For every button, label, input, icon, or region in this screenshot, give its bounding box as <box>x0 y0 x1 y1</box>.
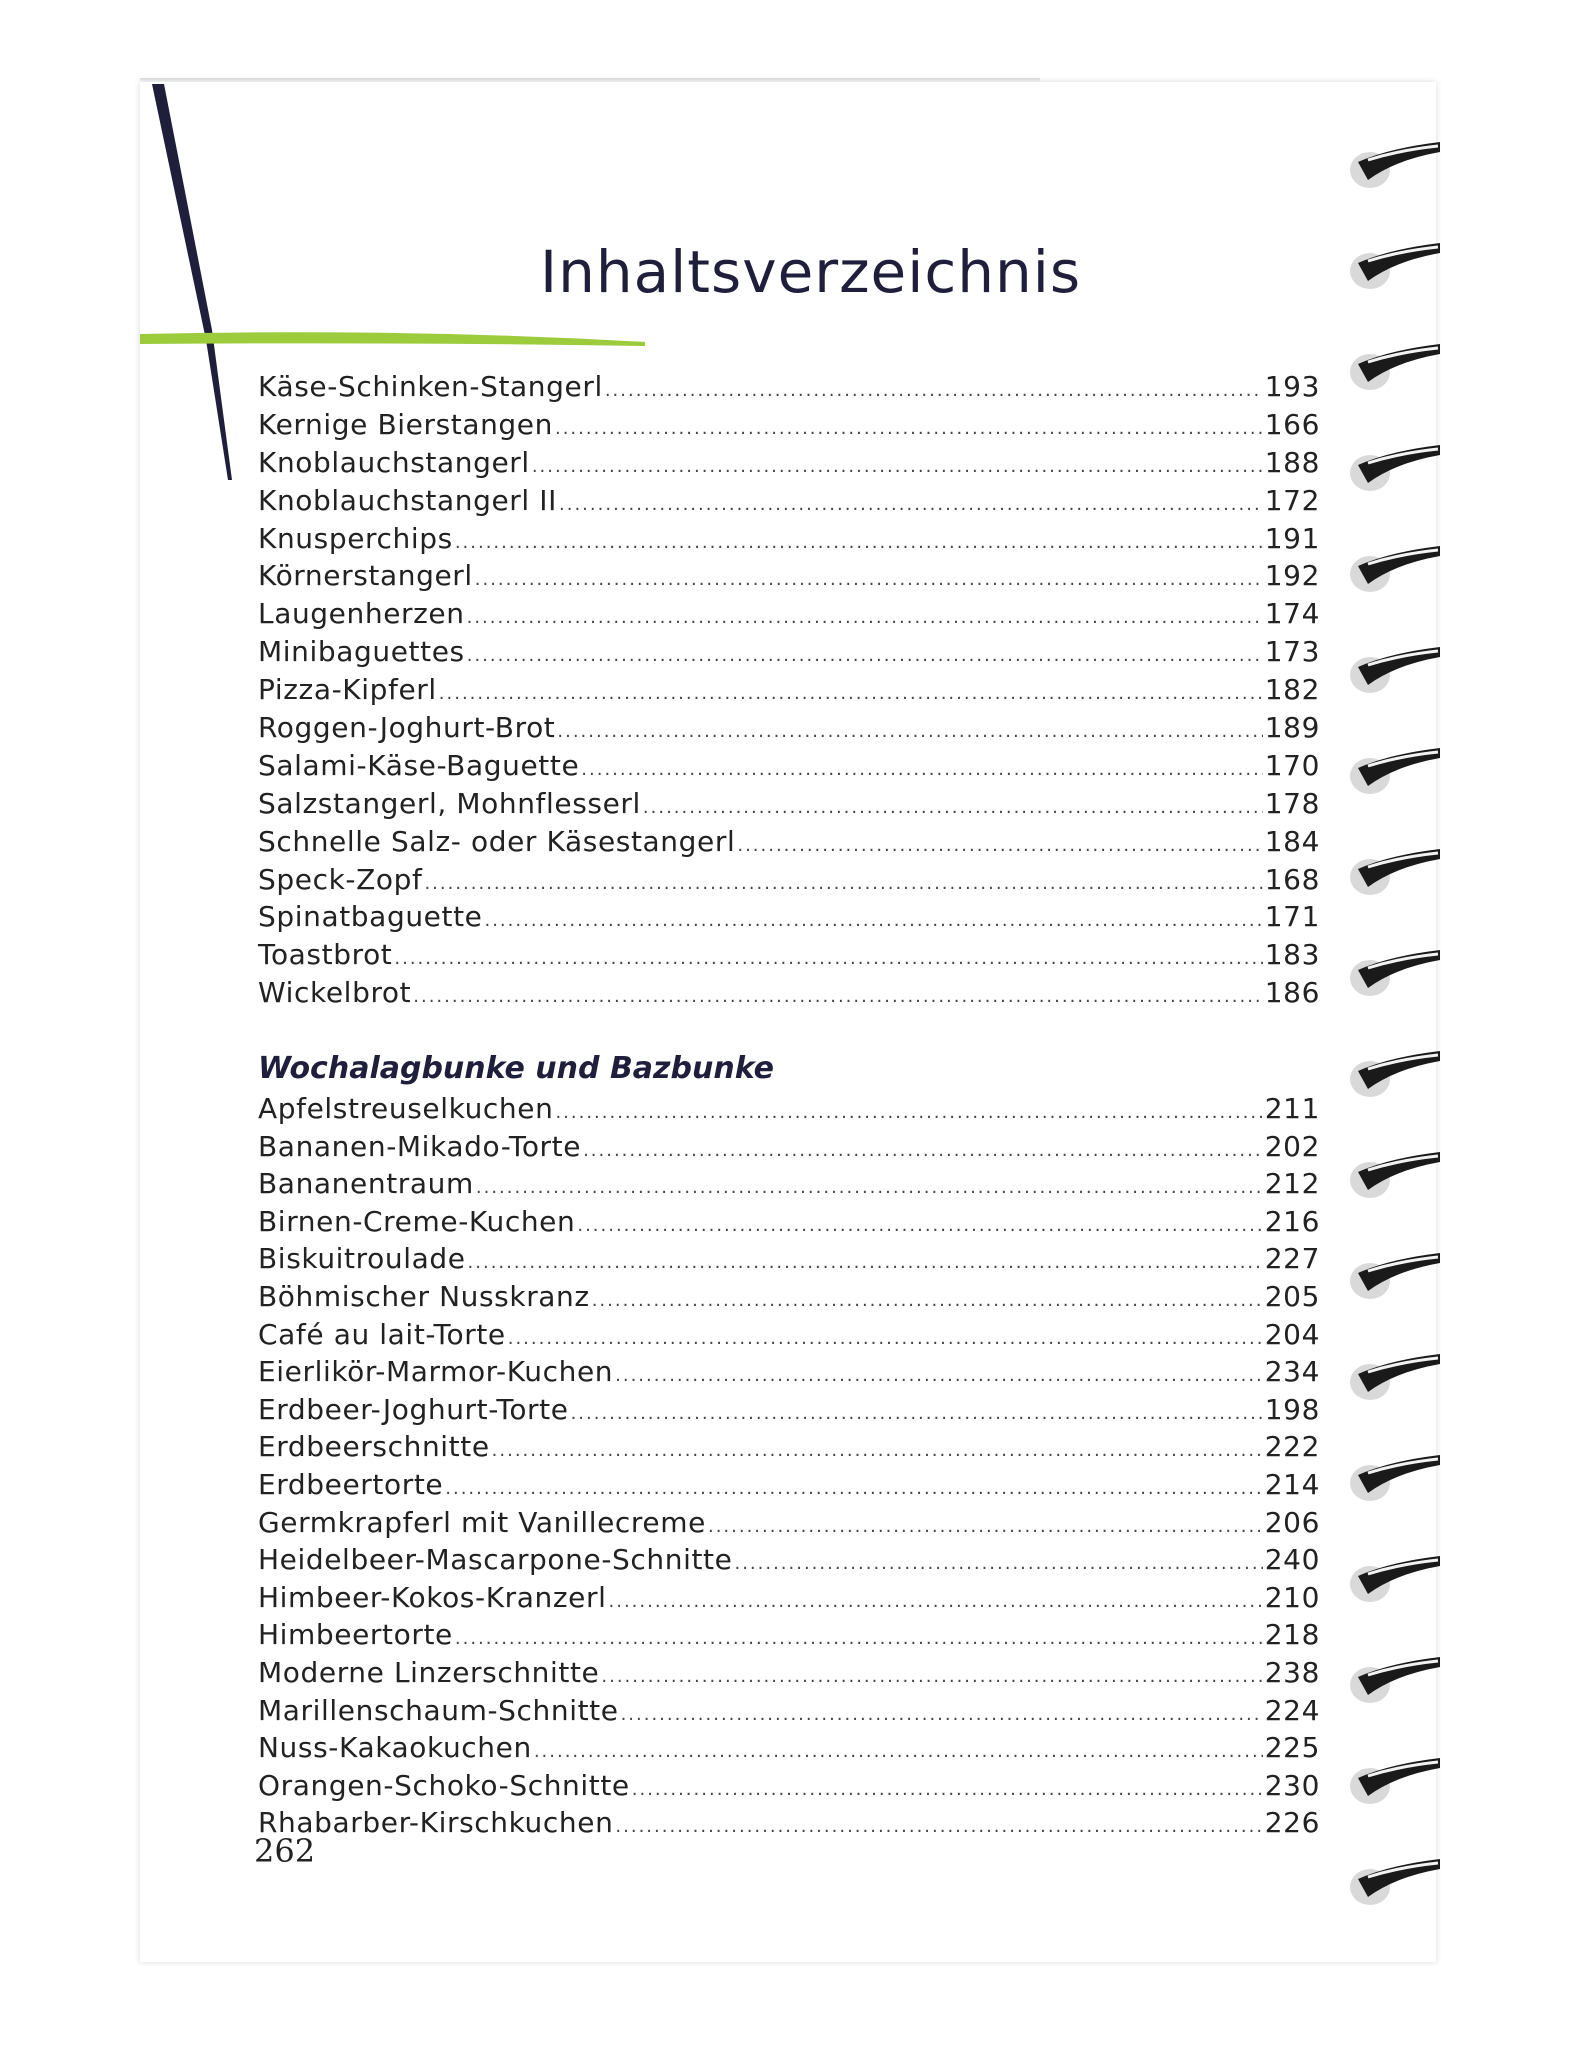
toc-entry-title: Moderne Linzerschnitte <box>258 1655 600 1689</box>
toc-entry-title: Himbeer-Kokos-Kranzerl <box>258 1580 607 1614</box>
toc-entry-page: 188 <box>1264 445 1320 479</box>
spiral-coil <box>1350 1152 1440 1198</box>
spiral-coil <box>1350 849 1440 895</box>
spiral-coil <box>1350 546 1440 592</box>
toc-entry-page: 171 <box>1264 900 1320 934</box>
toc-entry <box>258 1090 1320 1128</box>
toc-entry-title: Nuss-Kakaokuchen <box>258 1731 532 1765</box>
toc-entry <box>258 1353 1320 1391</box>
toc-entry <box>258 823 1320 861</box>
toc-entry <box>258 1804 1320 1842</box>
dot-leader <box>708 1508 1263 1546</box>
toc-entry <box>258 671 1320 709</box>
toc-entry <box>258 1128 1320 1166</box>
dot-leader <box>571 1395 1263 1433</box>
toc-entry-page: 224 <box>1264 1693 1320 1727</box>
spiral-coil <box>1350 950 1440 996</box>
toc-entry <box>258 1278 1320 1316</box>
spiral-coil <box>1350 344 1440 390</box>
dot-leader <box>632 1771 1263 1809</box>
dot-leader <box>734 1545 1262 1583</box>
toc-entry-page: 210 <box>1264 1580 1320 1614</box>
spiral-coil <box>1350 748 1440 794</box>
toc-entry-page: 173 <box>1264 635 1320 669</box>
toc-entry-title: Orangen-Schoko-Schnitte <box>258 1768 630 1802</box>
dot-leader <box>413 978 1263 1016</box>
toc-entry-title: Pizza-Kipferl <box>258 673 437 707</box>
dot-leader <box>476 1169 1263 1207</box>
toc-entry-title: Körnerstangerl <box>258 559 473 593</box>
toc-entry-page: 191 <box>1264 521 1320 555</box>
toc-entry <box>258 1391 1320 1429</box>
dot-leader <box>468 1244 1263 1282</box>
dot-leader <box>615 1808 1262 1846</box>
dot-leader <box>577 1207 1262 1245</box>
dot-leader <box>615 1357 1263 1395</box>
toc-entry <box>258 1616 1320 1654</box>
toc-entry-page: 204 <box>1264 1317 1320 1351</box>
toc-entry-page: 205 <box>1264 1279 1320 1313</box>
spiral-coil <box>1350 142 1440 188</box>
toc-entry-page: 212 <box>1264 1167 1320 1201</box>
toc-entry-page: 216 <box>1264 1204 1320 1238</box>
toc-entry <box>258 861 1320 899</box>
toc-entry-title: Toastbrot <box>258 938 393 972</box>
toc-entry <box>258 1541 1320 1579</box>
toc-entry-title: Knoblauchstangerl II <box>258 483 558 517</box>
toc-entry <box>258 1504 1320 1542</box>
toc-entry-title: Marillenschaum-Schnitte <box>258 1693 619 1727</box>
toc-entry <box>258 898 1320 936</box>
toc-entry <box>258 520 1320 558</box>
toc-entry-page: 189 <box>1264 711 1320 745</box>
toc-entry <box>258 747 1320 785</box>
spiral-coil <box>1350 243 1440 289</box>
toc-entry-page: 214 <box>1264 1467 1320 1501</box>
toc-entry <box>258 1165 1320 1203</box>
toc-entry-title: Café au lait-Torte <box>258 1317 506 1351</box>
spiral-coil <box>1350 1758 1440 1804</box>
toc-entry-title: Apfelstreuselkuchen <box>258 1092 554 1125</box>
toc-entry-title: Bananen-Mikado-Torte <box>258 1129 582 1163</box>
toc-section-a <box>258 368 1320 1012</box>
toc-section-b <box>258 1048 1320 1842</box>
toc-entry-title: Wickelbrot <box>258 976 412 1010</box>
toc-entry-title: Bananentraum <box>258 1167 474 1201</box>
toc-entry-page: 227 <box>1264 1242 1320 1276</box>
toc-entry-page: 193 <box>1264 370 1320 403</box>
toc-entry-title: Knoblauchstangerl <box>258 445 530 479</box>
toc-entry-title: Erdbeerschnitte <box>258 1430 490 1464</box>
dot-leader <box>601 1658 1262 1696</box>
toc-entry <box>258 444 1320 482</box>
dot-leader <box>467 637 1263 675</box>
dot-leader <box>455 1620 1263 1658</box>
dot-leader <box>555 410 1263 448</box>
dot-leader <box>445 1470 1263 1508</box>
toc-entry-title: Germkrapferl mit Vanillecreme <box>258 1505 706 1539</box>
spiral-coil <box>1350 647 1440 693</box>
dot-leader <box>557 713 1262 751</box>
toc-entry-title: Biskuitroulade <box>258 1242 466 1276</box>
toc-entry-page: 186 <box>1264 976 1320 1010</box>
toc-entry <box>258 1428 1320 1466</box>
toc-entry <box>258 1692 1320 1730</box>
dot-leader <box>555 1094 1262 1132</box>
dot-leader <box>621 1696 1263 1734</box>
toc-entry-page: 198 <box>1264 1392 1320 1426</box>
toc-entry-page: 166 <box>1264 407 1320 441</box>
toc-entry-title: Spinatbaguette <box>258 900 483 934</box>
dot-leader <box>605 372 1263 410</box>
dot-leader <box>559 486 1263 524</box>
toc-entry-title: Böhmischer Nusskranz <box>258 1279 590 1313</box>
spiral-coil <box>1350 1253 1440 1299</box>
toc-entry-title: Speck-Zopf <box>258 862 423 896</box>
toc-entry-title: Birnen-Creme-Kuchen <box>258 1204 576 1238</box>
dot-leader <box>439 675 1263 713</box>
toc-entry-page: 234 <box>1264 1355 1320 1389</box>
spiral-coil <box>1350 1051 1440 1097</box>
dot-leader <box>492 1432 1263 1470</box>
toc-entry <box>258 936 1320 974</box>
dot-leader <box>394 940 1262 978</box>
toc-entry-page: 170 <box>1264 748 1320 782</box>
toc-entry-title: Salzstangerl, Mohnflesserl <box>258 786 641 820</box>
toc-entry-title: Minibaguettes <box>258 635 465 669</box>
toc-entry <box>258 1767 1320 1805</box>
section-heading: Wochalagbunke und Bazbunke <box>258 1051 774 1086</box>
toc-entry <box>258 1729 1320 1767</box>
spiral-coil <box>1350 445 1440 491</box>
toc-entry-page: 182 <box>1264 673 1320 707</box>
toc-entry <box>258 709 1320 747</box>
dot-leader <box>609 1583 1263 1621</box>
toc-entry-title: Eierlikör-Marmor-Kuchen <box>258 1355 614 1389</box>
toc-entry <box>258 974 1320 1012</box>
toc-entry-page: 230 <box>1264 1768 1320 1802</box>
toc-entry <box>258 1203 1320 1241</box>
toc-entry <box>258 482 1320 520</box>
toc-entry-title: Erdbeertorte <box>258 1467 444 1501</box>
page-number: 262 <box>254 1832 316 1870</box>
toc-entry-title: Rhabarber-Kirschkuchen <box>258 1806 614 1840</box>
dot-leader <box>583 1132 1263 1170</box>
toc-entry-page: 174 <box>1264 597 1320 631</box>
toc-entry-title: Laugenherzen <box>258 597 465 631</box>
toc-entry <box>258 1316 1320 1354</box>
toc-entry <box>258 1466 1320 1504</box>
toc-entry-page: 218 <box>1264 1618 1320 1652</box>
toc-entry-page: 226 <box>1264 1806 1320 1840</box>
dot-leader <box>534 1733 1263 1771</box>
toc-entry-page: 240 <box>1264 1543 1320 1577</box>
spiral-binding <box>1340 120 1450 1940</box>
toc-entry-page: 225 <box>1264 1731 1320 1765</box>
toc-entry-title: Kernige Bierstangen <box>258 407 553 441</box>
toc-entry <box>258 1654 1320 1692</box>
toc-entry-page: 178 <box>1264 786 1320 820</box>
toc-entry-title: Käse-Schinken-Stangerl <box>258 370 603 403</box>
spiral-coil <box>1350 1859 1440 1905</box>
toc-entry-page: 192 <box>1264 559 1320 593</box>
toc-entry-title: Erdbeer-Joghurt-Torte <box>258 1392 569 1426</box>
toc-entry-title: Knusperchips <box>258 521 453 555</box>
dot-leader <box>592 1282 1263 1320</box>
toc-entry <box>258 633 1320 671</box>
spiral-coil <box>1350 1556 1440 1602</box>
toc-entry <box>258 595 1320 633</box>
dot-leader <box>455 524 1263 562</box>
dot-leader <box>508 1320 1263 1358</box>
toc-entry <box>258 368 1320 406</box>
spiral-coil <box>1350 1455 1440 1501</box>
toc-entry <box>258 1240 1320 1278</box>
toc-entry-page: 222 <box>1264 1430 1320 1464</box>
page-title: Inhaltsverzeichnis <box>540 238 1082 306</box>
dot-leader <box>737 827 1262 865</box>
toc-entry <box>258 1579 1320 1617</box>
toc-section-b-entries <box>258 1090 1320 1842</box>
toc-entry-title: Salami-Käse-Baguette <box>258 748 580 782</box>
toc-entry <box>258 557 1320 595</box>
toc-entry-title: Himbeertorte <box>258 1618 453 1652</box>
toc-entry-title: Roggen-Joghurt-Brot <box>258 711 556 745</box>
spiral-coil <box>1350 1657 1440 1703</box>
toc-entry <box>258 785 1320 823</box>
toc-entry-page: 206 <box>1264 1505 1320 1539</box>
toc-entry-page: 183 <box>1264 938 1320 972</box>
toc-entry-page: 168 <box>1264 862 1320 896</box>
toc-entry-page: 238 <box>1264 1655 1320 1689</box>
dot-leader <box>467 599 1263 637</box>
dot-leader <box>424 865 1262 903</box>
toc-entry-page: 211 <box>1264 1092 1320 1125</box>
toc-entry <box>258 406 1320 444</box>
dot-leader <box>475 561 1263 599</box>
toc-entry-title: Schnelle Salz- oder Käsestangerl <box>258 824 736 858</box>
toc-entry-page: 172 <box>1264 483 1320 517</box>
dot-leader <box>643 789 1263 827</box>
dot-leader <box>581 751 1262 789</box>
dot-leader <box>532 448 1263 486</box>
spiral-coil <box>1350 1354 1440 1400</box>
toc-entry-page: 202 <box>1264 1129 1320 1163</box>
toc-entry-title: Heidelbeer-Mascarpone-Schnitte <box>258 1543 733 1577</box>
dot-leader <box>484 902 1262 940</box>
toc-entry-page: 184 <box>1264 824 1320 858</box>
